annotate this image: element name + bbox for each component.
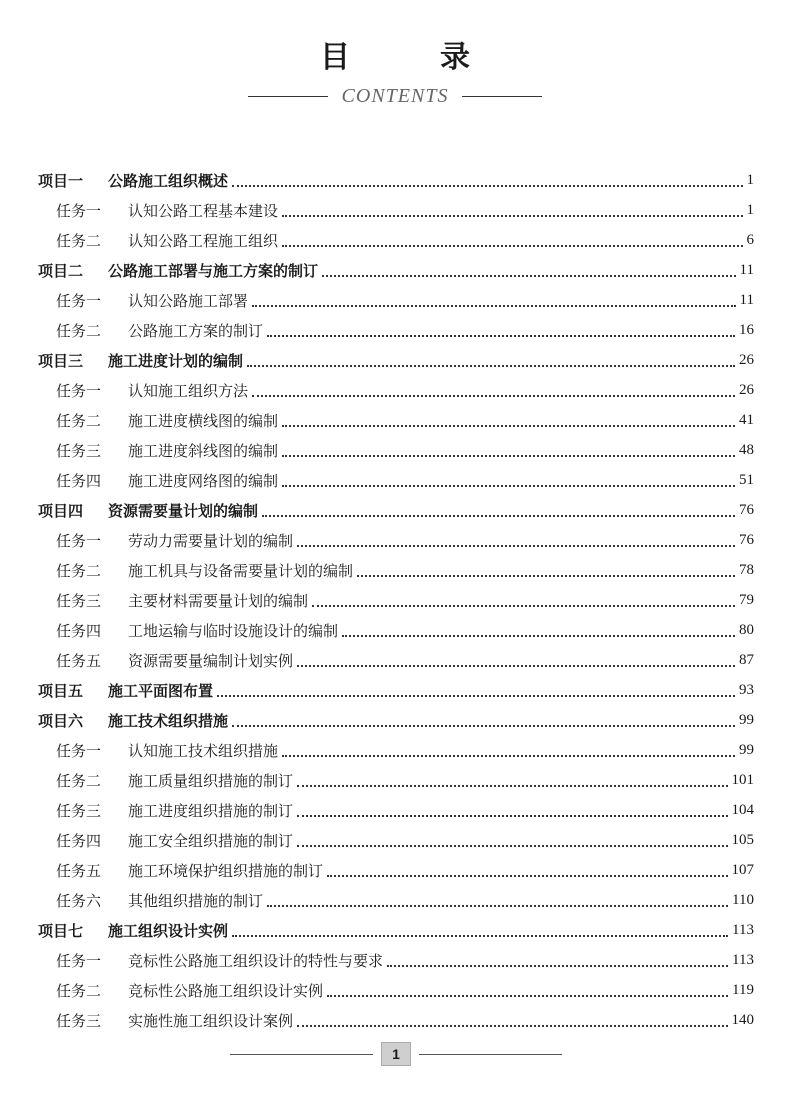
toc-entry-page: 1 — [746, 171, 754, 188]
toc-entry-number: 任务一 — [56, 531, 102, 550]
toc-entry-title: 其他组织措施的制订 — [128, 891, 264, 910]
toc-task-row[interactable] — [0, 795, 790, 825]
page-footer — [230, 1043, 562, 1065]
page-number: 1 — [381, 1042, 411, 1066]
toc-entry-page: 16 — [739, 321, 754, 338]
toc-entry-number: 项目六 — [38, 711, 84, 730]
toc-entry-page: 51 — [739, 471, 754, 488]
footer-right-rule — [419, 1054, 562, 1055]
toc-entry-page: 11 — [739, 291, 754, 308]
toc-entry-title: 工地运输与临时设施设计的编制 — [128, 621, 339, 640]
toc-entry-title: 施工平面图布置 — [108, 681, 214, 700]
toc-task-row[interactable] — [0, 555, 790, 585]
dot-leader — [297, 1024, 727, 1027]
toc-entry-page: 113 — [732, 921, 754, 938]
toc-entry-number: 项目一 — [38, 171, 84, 190]
toc-entry-number: 任务二 — [56, 561, 102, 580]
dot-leader — [247, 364, 735, 367]
toc-project-row[interactable] — [0, 255, 790, 285]
toc-entry-number: 任务二 — [56, 981, 102, 1000]
toc-entry-number: 任务五 — [56, 651, 102, 670]
toc-entry-title: 认知施工组织方法 — [128, 381, 249, 400]
left-rule — [248, 96, 328, 97]
page-title: 目 录 — [320, 40, 500, 75]
dot-leader — [297, 844, 727, 847]
toc-entry-title: 资源需要量计划的编制 — [108, 501, 259, 520]
toc-entry-number: 任务四 — [56, 621, 102, 640]
toc-entry-page: 93 — [739, 681, 754, 698]
dot-leader — [282, 454, 735, 457]
dot-leader — [282, 424, 735, 427]
toc-entry-title: 施工进度计划的编制 — [108, 351, 244, 370]
dot-leader — [267, 904, 728, 907]
toc-entry-title: 认知公路工程施工组织 — [128, 231, 279, 250]
dot-leader — [312, 604, 735, 607]
toc-entry-page: 101 — [731, 771, 754, 788]
dot-leader — [342, 634, 735, 637]
toc-task-row[interactable] — [0, 585, 790, 615]
toc-entry-page: 26 — [739, 381, 754, 398]
toc-task-row[interactable] — [0, 765, 790, 795]
dot-leader — [262, 514, 735, 517]
toc-entry-title: 主要材料需要量计划的编制 — [128, 591, 309, 610]
toc-entry-page: 99 — [739, 741, 754, 758]
table-of-contents — [0, 165, 790, 1035]
toc-entry-page: 87 — [739, 651, 754, 668]
toc-entry-page: 80 — [739, 621, 754, 638]
toc-entry-page: 1 — [746, 201, 754, 218]
toc-entry-title: 施工进度横线图的编制 — [128, 411, 279, 430]
toc-entry-number: 任务二 — [56, 321, 102, 340]
toc-entry-page: 26 — [739, 351, 754, 368]
dot-leader — [322, 274, 736, 277]
dot-leader — [297, 544, 735, 547]
toc-task-row[interactable] — [0, 465, 790, 495]
dot-leader — [357, 574, 735, 577]
toc-entry-page: 76 — [739, 531, 754, 548]
dot-leader — [232, 934, 728, 937]
dot-leader — [282, 484, 735, 487]
toc-entry-title: 认知施工技术组织措施 — [128, 741, 279, 760]
dot-leader — [232, 724, 735, 727]
toc-entry-page: 78 — [739, 561, 754, 578]
toc-entry-title: 施工进度网络图的编制 — [128, 471, 279, 490]
dot-leader — [217, 694, 735, 697]
toc-entry-page: 104 — [731, 801, 754, 818]
toc-entry-title: 公路施工方案的制订 — [128, 321, 264, 340]
toc-entry-title: 竞标性公路施工组织设计的特性与要求 — [128, 951, 384, 970]
toc-entry-number: 任务六 — [56, 891, 102, 910]
toc-task-row[interactable] — [0, 825, 790, 855]
toc-entry-number: 任务五 — [56, 861, 102, 880]
dot-leader — [297, 664, 735, 667]
toc-entry-number: 任务一 — [56, 291, 102, 310]
toc-entry-title: 施工进度组织措施的制订 — [128, 801, 294, 820]
toc-entry-title: 施工环境保护组织措施的制订 — [128, 861, 324, 880]
toc-project-row[interactable] — [0, 675, 790, 705]
toc-entry-page: 76 — [739, 501, 754, 518]
toc-entry-title: 施工进度斜线图的编制 — [128, 441, 279, 460]
toc-entry-page: 11 — [739, 261, 754, 278]
toc-entry-number: 任务二 — [56, 771, 102, 790]
toc-task-row[interactable] — [0, 855, 790, 885]
toc-entry-number: 项目七 — [38, 921, 84, 940]
toc-entry-title: 公路施工组织概述 — [108, 171, 229, 190]
dot-leader — [327, 994, 728, 997]
dot-leader — [327, 874, 727, 877]
dot-leader — [282, 214, 742, 217]
toc-entry-number: 任务三 — [56, 591, 102, 610]
toc-entry-number: 项目二 — [38, 261, 84, 280]
toc-task-row[interactable] — [0, 435, 790, 465]
toc-entry-title: 竞标性公路施工组织设计实例 — [128, 981, 324, 1000]
toc-entry-title: 资源需要量编制计划实例 — [128, 651, 294, 670]
toc-entry-page: 113 — [732, 951, 754, 968]
toc-entry-title: 施工组织设计实例 — [108, 921, 229, 940]
toc-entry-title: 施工质量组织措施的制订 — [128, 771, 294, 790]
toc-entry-page: 110 — [732, 891, 754, 908]
toc-task-row[interactable] — [0, 195, 790, 225]
subtitle-row — [248, 84, 542, 108]
toc-task-row[interactable] — [0, 735, 790, 765]
toc-entry-page: 140 — [731, 1011, 754, 1028]
toc-entry-number: 任务一 — [56, 201, 102, 220]
toc-entry-page: 107 — [731, 861, 754, 878]
toc-entry-title: 施工技术组织措施 — [108, 711, 229, 730]
toc-entry-page: 99 — [739, 711, 754, 728]
toc-entry-number: 项目五 — [38, 681, 84, 700]
toc-entry-title: 劳动力需要量计划的编制 — [128, 531, 294, 550]
toc-project-row[interactable] — [0, 165, 790, 195]
footer-left-rule — [230, 1054, 373, 1055]
toc-entry-number: 任务一 — [56, 951, 102, 970]
toc-task-row[interactable] — [0, 1005, 790, 1035]
toc-task-row[interactable] — [0, 615, 790, 645]
right-rule — [462, 96, 542, 97]
toc-task-row[interactable] — [0, 375, 790, 405]
dot-leader — [232, 184, 742, 187]
dot-leader — [387, 964, 728, 967]
dot-leader — [252, 304, 736, 307]
toc-entry-number: 项目三 — [38, 351, 84, 370]
toc-entry-page: 41 — [739, 411, 754, 428]
toc-entry-title: 公路施工部署与施工方案的制订 — [108, 261, 319, 280]
toc-task-row[interactable] — [0, 645, 790, 675]
toc-entry-page: 48 — [739, 441, 754, 458]
toc-entry-number: 项目四 — [38, 501, 84, 520]
toc-task-row[interactable] — [0, 975, 790, 1005]
toc-task-row[interactable] — [0, 225, 790, 255]
toc-entry-number: 任务二 — [56, 231, 102, 250]
toc-project-row[interactable] — [0, 345, 790, 375]
toc-task-row[interactable] — [0, 405, 790, 435]
dot-leader — [282, 754, 735, 757]
toc-task-row[interactable] — [0, 315, 790, 345]
dot-leader — [297, 784, 727, 787]
toc-project-row[interactable] — [0, 495, 790, 525]
toc-entry-title: 施工安全组织措施的制订 — [128, 831, 294, 850]
toc-entry-page: 79 — [739, 591, 754, 608]
toc-entry-number: 任务四 — [56, 831, 102, 850]
toc-task-row[interactable] — [0, 945, 790, 975]
toc-entry-title: 认知公路施工部署 — [128, 291, 249, 310]
toc-entry-title: 施工机具与设备需要量计划的编制 — [128, 561, 354, 580]
dot-leader — [297, 814, 727, 817]
dot-leader — [267, 334, 735, 337]
toc-entry-page: 6 — [746, 231, 754, 248]
toc-entry-number: 任务三 — [56, 441, 102, 460]
toc-entry-number: 任务一 — [56, 381, 102, 400]
toc-project-row[interactable] — [0, 915, 790, 945]
toc-entry-title: 实施性施工组织设计案例 — [128, 1011, 294, 1030]
toc-entry-title: 认知公路工程基本建设 — [128, 201, 279, 220]
dot-leader — [282, 244, 742, 247]
toc-entry-page: 119 — [732, 981, 754, 998]
toc-entry-number: 任务一 — [56, 741, 102, 760]
toc-task-row[interactable] — [0, 525, 790, 555]
toc-project-row[interactable] — [0, 705, 790, 735]
toc-entry-page: 105 — [731, 831, 754, 848]
toc-entry-number: 任务二 — [56, 411, 102, 430]
toc-task-row[interactable] — [0, 285, 790, 315]
toc-entry-number: 任务三 — [56, 1011, 102, 1030]
dot-leader — [252, 394, 735, 397]
toc-entry-number: 任务四 — [56, 471, 102, 490]
toc-entry-number: 任务三 — [56, 801, 102, 820]
toc-task-row[interactable] — [0, 885, 790, 915]
page-subtitle: CONTENTS — [341, 84, 449, 107]
